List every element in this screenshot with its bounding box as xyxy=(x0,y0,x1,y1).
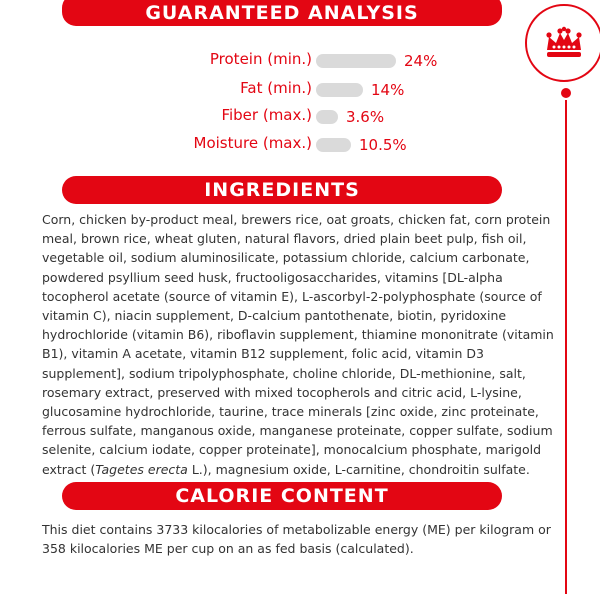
analysis-value: 3.6% xyxy=(346,108,385,126)
analysis-level-bar xyxy=(316,83,363,97)
analysis-row xyxy=(0,50,600,72)
decorative-vertical-line xyxy=(565,100,567,594)
analysis-label: Protein (min.) xyxy=(209,50,312,68)
analysis-value: 14% xyxy=(371,81,405,99)
ingredients-text: Corn, chicken by-product meal, brewers rice, oat groats, chicken fat, corn protein meal, brown rice, wheat gluten, natural flavors, dried plain beet pulp, fish oil, vegetable oil, sodium aluminosilicate, potassium chloride, calcium carbonate, powdered psyllium seed husk, fructooligosaccharides, vitamins [DL-alpha tocopherol acetate (source of vitamin E), L-ascorbyl-2-polyphosphate (source of vitamin C), niacin supplement, D-calcium pantothenate, biotin, pyridoxine hydrochloride (vitamin B6), riboflavin supplement, thiamine mononitrate (vitamin B1), vitamin A acetate, vitamin B12 supplement, folic acid, vitamin D3 supplement], sodium tripolyphosphate, choline chloride, DL-methionine, salt, rosemary extract, preserved with mixed tocopherols and citric acid, L-lysine, glucosamine hydrochloride, taurine, trace minerals [zinc oxide, zinc proteinate, ferrous sulfate, manganous oxide, manganese proteinate, copper sulfate, sodium selenite, calcium iodate, copper proteinate], monocalcium phosphate, marigold extract (Tagetes erecta L.), magnesium oxide, L-carnitine, chondroitin sulfate. xyxy=(42,212,554,477)
analysis-level-bar xyxy=(316,54,396,68)
analysis-level-bar xyxy=(316,138,351,152)
analysis-row xyxy=(0,106,600,128)
crown-icon xyxy=(527,6,600,80)
brand-logo xyxy=(525,4,600,82)
ingredients-banner: INGREDIENTS xyxy=(62,176,502,204)
analysis-row xyxy=(0,134,600,156)
analysis-level-bar xyxy=(316,110,338,124)
decorative-dot xyxy=(561,88,571,98)
analysis-label: Moisture (max.) xyxy=(193,134,312,152)
analysis-value: 10.5% xyxy=(359,136,407,154)
calorie-text: This diet contains 3733 kilocalories of metabolizable energy (ME) per kilogram or 358 kilocalories ME per cup on an as fed basis (calculated). xyxy=(42,522,551,557)
analysis-row xyxy=(0,79,600,101)
analysis-value: 24% xyxy=(404,52,438,70)
analysis-label: Fat (min.) xyxy=(240,79,312,97)
analysis-label: Fiber (max.) xyxy=(221,106,312,124)
calorie-content-banner: CALORIE CONTENT xyxy=(62,482,502,510)
guaranteed-analysis-banner: GUARANTEED ANALYSIS xyxy=(62,0,502,26)
